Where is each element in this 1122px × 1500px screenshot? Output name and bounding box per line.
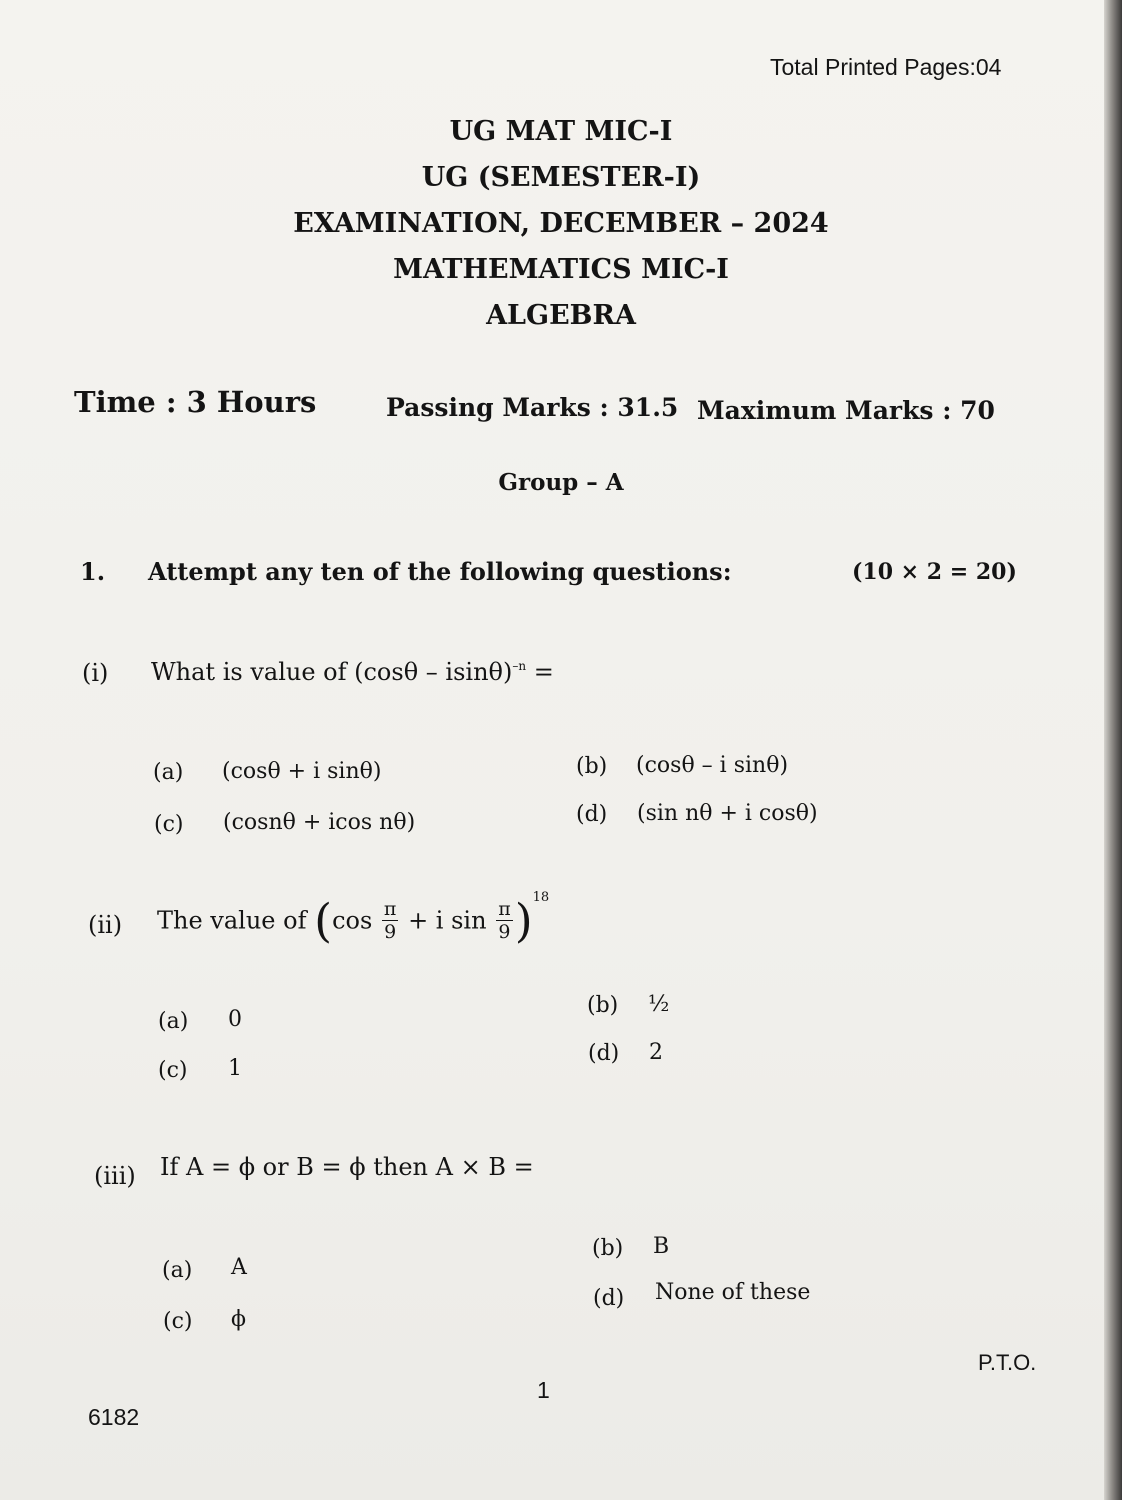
paper-title: ALGEBRA <box>486 300 636 331</box>
option-text: (cosθ + i sinθ) <box>222 759 382 784</box>
option-label: (a) <box>158 1009 189 1034</box>
option-text: ½ <box>648 992 670 1017</box>
paper-code: 6182 <box>88 1404 140 1430</box>
option-text: (sin nθ + i cosθ) <box>637 801 818 826</box>
exponent: 18 <box>532 890 550 905</box>
maximum-marks: Maximum Marks : 70 <box>697 396 995 425</box>
option-label: (d) <box>593 1286 625 1311</box>
exam-time: Time : 3 Hours <box>74 385 317 419</box>
option-label: (c) <box>163 1309 193 1334</box>
fraction: $\frac{\pi}{9}$ <box>498 897 511 943</box>
option-label: (b) <box>576 754 608 779</box>
option-text: B <box>653 1234 670 1259</box>
option-label: (b) <box>592 1236 624 1261</box>
section-marks: (10 × 2 = 20) <box>852 559 1017 585</box>
option-label: (d) <box>588 1041 620 1066</box>
option-text: (cosnθ + icos nθ) <box>223 810 416 835</box>
section-instruction: Attempt any ten of the following questions: <box>148 557 732 586</box>
close-paren: ) <box>514 893 533 948</box>
option-label: (c) <box>154 812 184 837</box>
total-pages: Total Printed Pages:04 <box>770 54 1002 80</box>
open-paren: ( <box>314 893 333 948</box>
option-text: (cosθ – i sinθ) <box>636 753 789 778</box>
sin-term: + i sin <box>408 906 487 935</box>
question-stem: If A = ϕ or B = ϕ then A × B = <box>160 1153 534 1181</box>
question-stem: What is value of (cosθ – isinθ)$^{-n}$ = <box>151 658 554 686</box>
option-label: (a) <box>153 760 184 785</box>
fraction: $\frac{\pi}{9}$ <box>383 897 397 943</box>
option-label: (d) <box>576 802 608 827</box>
subject-title: MATHEMATICS MIC-I <box>393 254 729 285</box>
group-heading: Group – A <box>498 469 624 496</box>
option-label: (b) <box>587 993 619 1018</box>
stem-exponent: –n <box>512 659 527 673</box>
option-text: 0 <box>228 1007 242 1032</box>
option-text: None of these <box>655 1280 811 1305</box>
option-label: (a) <box>162 1258 193 1283</box>
question-label: (ii) <box>88 911 123 939</box>
option-text: ϕ <box>231 1307 246 1332</box>
option-label: (c) <box>158 1058 188 1083</box>
question-label: (iii) <box>94 1162 136 1190</box>
option-text: A <box>231 1255 247 1280</box>
page-number: 1 <box>537 1377 550 1403</box>
option-text: 1 <box>228 1056 242 1081</box>
section-number: 1. <box>80 557 106 586</box>
pto-note: P.T.O. <box>978 1350 1037 1375</box>
question-label: (i) <box>82 659 109 687</box>
cos-term: cos <box>332 906 373 935</box>
option-text: 2 <box>649 1040 663 1065</box>
passing-marks: Passing Marks : 31.5 <box>386 393 679 422</box>
semester: UG (SEMESTER-I) <box>421 162 701 193</box>
question-stem: The value of (cos $\frac{\pi}{9}$ + i sin $\frac{\pi}{9}$ )$^{18}$ <box>157 890 550 948</box>
examination-title: EXAMINATION, DECEMBER – 2024 <box>293 208 829 239</box>
course-code: UG MAT MIC-I <box>449 116 673 147</box>
